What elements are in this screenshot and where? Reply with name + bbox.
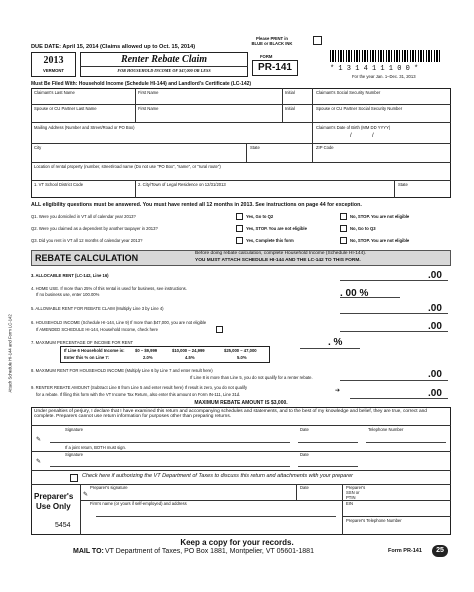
sign-here-arrow-icon: ✎ xyxy=(83,492,89,498)
dob-slash: / xyxy=(372,133,374,139)
mail-address: VT Department of Taxes, PO Box 1881, Montpelier, VT 05601-1881 xyxy=(105,548,314,555)
line-5-label: 5. ALLOWABLE RENT FOR REBATE CLAIM (Multiply Line 3 by Line 4) xyxy=(31,306,164,311)
line-8-note: If Line 8 is more than Line 5, you do not qualify for a renter rebate. xyxy=(190,375,313,380)
form-code: 5454 xyxy=(55,522,71,529)
grid-line xyxy=(31,122,451,123)
grid-line xyxy=(135,180,136,198)
line-9-label: 9. RENTER REBATE AMOUNT (Subtract Line 8 from Line 5 and enter result here) If result is zero, you do not qualify xyxy=(31,385,248,390)
arrow-icon: ➔ xyxy=(335,388,341,394)
school-district-field[interactable]: 1. VT School District Code xyxy=(34,182,84,187)
income-rate-2: 4.5% xyxy=(185,355,195,360)
question-1: Q1. Were you domiciled in VT all of calendar year 2013? xyxy=(31,214,136,219)
spouse-date-input[interactable] xyxy=(298,466,358,467)
grid-line xyxy=(31,425,451,426)
spouse-signature-label: Signature xyxy=(65,452,83,457)
line-7-input[interactable] xyxy=(300,348,360,349)
rebate-heading: REBATE CALCULATION xyxy=(35,253,139,263)
income-rate-1: 2.0% xyxy=(143,355,153,360)
title-divider xyxy=(80,66,248,67)
form-title: Renter Rebate Claim xyxy=(120,54,208,65)
grid-line xyxy=(342,516,451,517)
line-7-amount: . % xyxy=(328,337,343,348)
side-attach-note: Attach Schedule HI-144 and Form LC-142 xyxy=(7,314,13,393)
income-table-header-1: If Line 6 Household Income is: xyxy=(64,348,125,353)
filing-note: Must Be Filed With: Household Income (Schedule HI-144) and Landlord's Certificate (LC-142) xyxy=(31,81,252,87)
line-4-label: 4. HOME USE. If more than 25% of this rental is used for business, see instructions. xyxy=(31,286,187,291)
line-7-label: 7. MAXIMUM PERCENTAGE OF INCOME FOR RENT xyxy=(31,340,134,345)
spouse-date-label: Date xyxy=(300,452,309,457)
line-4-note: If no business use, enter 100.00% xyxy=(36,292,100,297)
grid-line xyxy=(342,484,343,535)
form-subtitle: FOR HOUSEHOLD INCOME OF $47,000 OR LESS xyxy=(117,68,211,73)
line-9-note: for a rebate. If filing this form with the VT Income Tax Return, also enter this amount on Form IN-111, Line 31d. xyxy=(36,392,241,397)
question-2: Q2. Were you claimed as a dependent by another taxpayer in 2013? xyxy=(31,226,158,231)
q3-no-checkbox[interactable] xyxy=(340,237,347,244)
line-5-amount: .00 xyxy=(428,303,442,314)
line-9-amount: .00 xyxy=(428,388,442,399)
dob-slash: / xyxy=(350,133,352,139)
first-name-field[interactable]: First Name xyxy=(138,90,159,95)
grid-line xyxy=(31,451,451,452)
line-3-label: 3. ALLOCABLE RENT (LC-142, Line 16) xyxy=(31,273,109,278)
q3-yes-checkbox[interactable] xyxy=(236,237,243,244)
ein-label: EIN xyxy=(346,501,353,506)
due-date: DUE DATE: April 15, 2014 (Claims allowed up to Oct. 15, 2014) xyxy=(31,44,196,50)
initial-field[interactable]: Initial xyxy=(285,90,295,95)
q1-no-checkbox[interactable] xyxy=(340,213,347,220)
header-checkbox[interactable] xyxy=(313,36,322,45)
q2-yes-label: Yes, STOP. You are not eligible xyxy=(246,226,307,231)
grid-line xyxy=(312,88,313,122)
grid-line xyxy=(31,143,451,144)
income-bracket-3: $25,000 – 47,000 xyxy=(224,348,257,353)
q1-no-label: No, STOP. You are not eligible xyxy=(350,214,410,219)
state-field[interactable]: State xyxy=(250,145,260,150)
phone-input[interactable] xyxy=(366,442,446,443)
barcode xyxy=(330,50,440,62)
city-field[interactable]: City xyxy=(34,145,42,150)
q3-no-label: No, STOP. You are not eligible xyxy=(350,238,410,243)
form-reference: Form PR-141 xyxy=(388,548,422,554)
spouse-first-name-field[interactable]: First Name xyxy=(138,106,159,111)
preparer-phone-label: Preparer's Telephone Number xyxy=(346,518,402,523)
last-name-field[interactable]: Claimant's Last Name xyxy=(34,90,75,95)
rebate-note-2: YOU MUST ATTACH SCHEDULE HI-144 AND THE LC-142 TO THIS FORM. xyxy=(195,258,361,263)
ssn-field[interactable]: Claimant's Social Security Number xyxy=(316,90,381,95)
preparers-label: Preparer's xyxy=(34,492,74,501)
spouse-ssn-field[interactable]: Spouse or CU Partner Social Security Number xyxy=(316,106,403,111)
q1-yes-label: Yes, Go to Q2 xyxy=(246,214,274,219)
eligibility-heading: ALL eligibility questions must be answered. You must have rented all 12 months in 2013. See instructions on page 44 for exception. xyxy=(31,202,362,208)
residence-state-field[interactable]: State xyxy=(398,182,408,187)
q3-yes-label: Yes, Complete this form xyxy=(246,238,294,243)
joint-note: If a joint return, BOTH must sign. xyxy=(65,445,126,450)
line-4-amount: . 00 % xyxy=(340,288,369,299)
authorize-preparer-label: Check here if authorizing the VT Department of Taxes to discuss this return and attachments with your preparer xyxy=(82,473,353,479)
keep-copy-note: Keep a copy for your records. xyxy=(180,538,294,547)
print-note-line-2: BLUE or BLACK INK xyxy=(251,41,293,46)
page-number: 25 xyxy=(432,545,448,557)
grid-line xyxy=(296,484,297,500)
grid-line xyxy=(135,88,136,122)
grid-line xyxy=(31,470,451,471)
grid-line xyxy=(31,162,451,163)
legal-residence-field[interactable]: 2. City/Town of Legal Residence on 12/31/2013 xyxy=(138,182,226,187)
line-8-input[interactable] xyxy=(340,380,448,381)
sign-here-arrow-icon: ✎ xyxy=(36,437,42,443)
grid-line xyxy=(246,143,247,162)
max-rebate-note: MAXIMUM REBATE AMOUNT IS $3,000. xyxy=(194,400,288,406)
line-8-label: 8. MAXIMUM RENT FOR HOUSEHOLD INCOME (Multiply Line 6 by Line 7 and enter result here) xyxy=(31,368,213,373)
amended-checkbox[interactable] xyxy=(216,326,223,333)
form-label: FORM xyxy=(260,54,273,59)
print-note-line-1: Please PRINT in xyxy=(256,36,288,41)
spouse-last-name-field[interactable]: Spouse or CU Partner Last Name xyxy=(34,106,97,111)
mailing-address-field[interactable]: Mailing Address (Number and Street/Road or PO Box) xyxy=(34,125,135,130)
year: 2013 xyxy=(43,55,64,66)
form-number: PR-141 xyxy=(258,62,292,73)
line-6-label: 6. HOUSEHOLD INCOME (Schedule HI-144, Line 9) If more than $47,000, you are not eligible xyxy=(31,320,207,325)
income-bracket-1: $0 – $9,999 xyxy=(135,348,158,353)
perjury-declaration: Under penalties of perjury, I declare that I have examined this return and accompanying schedules and statements, and to the best of my knowledge and belief, they are true, correct and complete. Preparers cannot use return information for purposes other than preparing returns. xyxy=(34,409,427,419)
grid-line xyxy=(31,104,451,105)
signature-input[interactable] xyxy=(50,442,290,443)
sign-here-arrow-icon: ✎ xyxy=(36,459,42,465)
use-only-label: Use Only xyxy=(36,502,71,511)
rental-location-field[interactable]: Location of rental property (number, street/road name (Do not use "PO Box", "same", or "rural route") xyxy=(34,164,221,169)
line-6-amount: .00 xyxy=(428,321,442,332)
date-input[interactable] xyxy=(298,442,358,443)
grid-line xyxy=(312,122,313,162)
phone-label: Telephone Number xyxy=(368,427,404,432)
grid-line xyxy=(394,180,395,198)
preparer-ssn-label: Preparer's SSN or PTIN xyxy=(346,485,366,500)
date-of-birth-field[interactable]: Claimant's Date of Birth (MM DD YYYY) xyxy=(316,125,391,130)
grid-line xyxy=(31,180,451,181)
line-3-amount: .00 xyxy=(428,270,442,281)
firm-name-label: Firm's name (or yours if self-employed) and address xyxy=(90,501,187,506)
grid-line xyxy=(80,484,81,535)
barcode-number: * 1 3 1 4 1 1 1 0 0 * xyxy=(330,65,419,73)
line-8-amount: .00 xyxy=(428,369,442,380)
rebate-note-1: Before doing rebate calculation, complete Household Income (Schedule HI-144). xyxy=(195,251,367,256)
preparer-date-label: Date xyxy=(300,485,309,490)
income-table-header-2: Enter this % on Line 7: xyxy=(64,355,110,360)
authorize-preparer-checkbox[interactable] xyxy=(70,474,78,482)
firm-name-input[interactable] xyxy=(96,516,336,517)
spouse-initial-field[interactable]: Initial xyxy=(285,106,295,111)
date-label: Date xyxy=(300,427,309,432)
income-rate-3: 5.0% xyxy=(237,355,247,360)
q2-no-label: No, Go to Q3 xyxy=(350,226,376,231)
preparer-signature-label: Preparer's signature xyxy=(90,485,128,490)
income-bracket-2: $10,000 – 24,999 xyxy=(172,348,205,353)
state-label: VERMONT xyxy=(43,68,64,73)
q1-yes-checkbox[interactable] xyxy=(236,213,243,220)
zip-field[interactable]: ZIP Code xyxy=(316,145,334,150)
line-6-amended: If AMENDED SCHEDULE HI-144, Household Income, check here xyxy=(36,327,158,332)
mail-to-label: MAIL TO: xyxy=(73,548,104,555)
q2-no-checkbox[interactable] xyxy=(340,225,347,232)
tax-year-note: For the year Jan. 1–Dec. 31, 2013 xyxy=(352,74,416,79)
grid-line xyxy=(282,88,283,122)
q2-yes-checkbox[interactable] xyxy=(236,225,243,232)
question-3: Q3. Did you rent in VT all 12 months of calendar year 2013? xyxy=(31,238,143,243)
spouse-signature-input[interactable] xyxy=(50,466,290,467)
print-note xyxy=(236,36,308,46)
signature-label: Signature xyxy=(65,427,83,432)
